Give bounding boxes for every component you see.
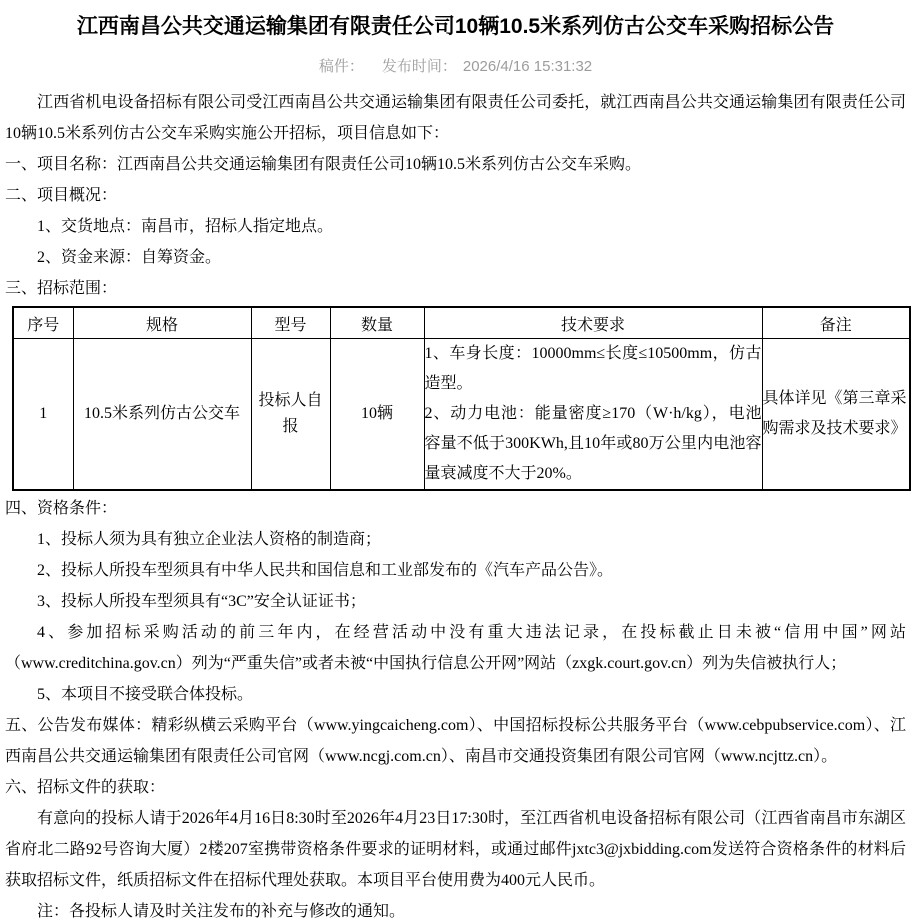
publish-time-value: 2026/4/16 15:31:32	[462, 58, 593, 75]
section-4-title: 四、资格条件：	[5, 500, 118, 517]
draft-label: 稿件：	[318, 58, 364, 75]
column-header-qty: 数量	[330, 307, 424, 339]
intro-paragraph: 江西省机电设备招标有限公司受江西南昌公共交通运输集团有限责任公司委托，就江西南昌公共交通运输集团有限责任公司10辆10.5米系列仿古公交车采购实施公开招标，项目信息如下：	[5, 94, 906, 142]
column-header-model: 型号	[251, 307, 330, 339]
tech-requirement-line-1: 1、车身长度：10000mm≤长度≤10500mm，仿古造型。	[424, 345, 762, 392]
section-3-title: 三、招标范围：	[5, 280, 118, 297]
table-header-row	[13, 307, 910, 339]
meta-line	[5, 57, 906, 77]
cell-seq: 1	[13, 339, 73, 491]
final-note: 注：各投标人请及时关注发布的补充与修改的通知。	[37, 903, 406, 920]
column-header-seq: 序号	[13, 307, 73, 339]
cell-note: 具体详见《第三章采购需求及技术要求》	[762, 339, 910, 491]
section-5-media: 五、公告发布媒体：精彩纵横云采购平台（www.yingcaicheng.com）、中国招标投标公共服务平台（www.cebpubservice.com）、江西南昌公共交通运输集团有限责任公司官网（www.ncgj.com.cn）、南昌市交通投资集团有限公司官网（www.ncjttz.cn）。	[5, 717, 906, 765]
table-row	[13, 339, 910, 491]
column-header-tech: 技术要求	[424, 307, 762, 339]
section-4-item-3: 3、投标人所投车型须具有“3C”安全认证证书；	[37, 593, 366, 610]
cell-tech-requirements	[424, 339, 762, 491]
tech-requirement-line-2: 2、动力电池：能量密度≥170（W·h/kg），电池容量不低于300KWh,且10年或80万公里内电池容量衰减度不大于20%。	[424, 405, 762, 482]
section-6-title: 六、招标文件的获取：	[5, 779, 166, 796]
section-4-item-4: 4、参加招标采购活动的前三年内，在经营活动中没有重大违法记录，在投标截止日未被“信用中国”网站（www.creditchina.gov.cn）列为“严重失信”或者未被“中国执行信息公开网”网站（zxgk.court.gov.cn）列为失信被执行人；	[5, 624, 906, 672]
section-2-title: 二、项目概况：	[5, 187, 118, 204]
section-4-item-5: 5、本项目不接受联合体投标。	[37, 686, 254, 703]
section-2-item-1: 1、交货地点：南昌市，招标人指定地点。	[37, 218, 334, 235]
document-body	[5, 87, 906, 923]
page-title: 江西南昌公共交通运输集团有限责任公司10辆10.5米系列仿古公交车采购招标公告	[76, 15, 835, 38]
cell-qty: 10辆	[330, 339, 424, 491]
cell-spec: 10.5米系列仿古公交车	[73, 339, 251, 491]
section-4-item-1: 1、投标人须为具有独立企业法人资格的制造商；	[37, 531, 382, 548]
column-header-spec: 规格	[73, 307, 251, 339]
section-2-item-2: 2、资金来源：自筹资金。	[37, 249, 222, 266]
section-6-body: 有意向的投标人请于2026年4月16日8:30时至2026年4月23日17:30时，至江西省机电设备招标有限公司（江西省南昌市东湖区省府北二路92号咨询大厦）2楼207室携带资格条件要求的证明材料，或通过邮件jxtc3@jxbidding.com发送符合资格条件的材料后获取招标文件，纸质招标文件在招标代理处获取。本项目平台使用费为400元人民币。	[5, 810, 906, 889]
section-4-item-2: 2、投标人所投车型须具有中华人民共和国信息和工业部发布的《汽车产品公告》。	[37, 562, 614, 579]
cell-model: 投标人自报	[251, 339, 330, 491]
section-1-project-name: 一、项目名称：江西南昌公共交通运输集团有限责任公司10辆10.5米系列仿古公交车采购。	[5, 156, 642, 173]
column-header-note: 备注	[762, 307, 910, 339]
publish-time-label: 发布时间：	[381, 58, 457, 75]
bid-scope-table	[12, 306, 911, 491]
